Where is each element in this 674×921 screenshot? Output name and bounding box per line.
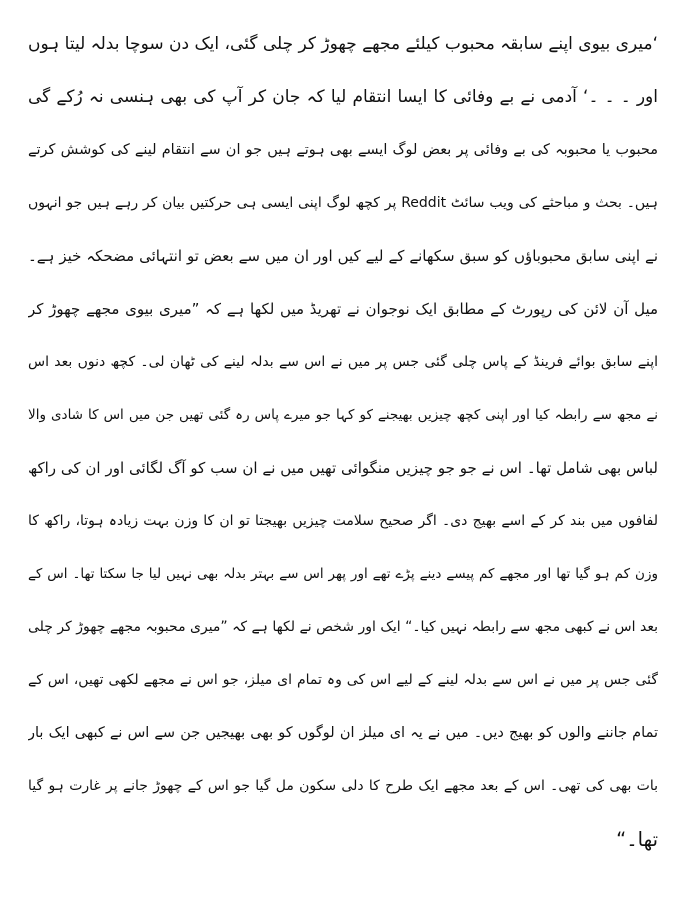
article-line: محبوب یا محبوبہ کی بے وفائی پر بعض لوگ ایسے بھی ہوتے ہیں جو ان سے انتقام لینے کی کوشش کرتے [28, 142, 658, 158]
article-line: اپنے سابق بوائے فرینڈ کے پاس چلی گئی جس پر میں نے اس سے بدلہ لینے کی ٹھان لی۔ کچھ دنوں بعد اس [28, 354, 658, 370]
article-line: بعد اس نے کبھی مجھ سے رابطہ نہیں کیا۔“ ایک اور شخص نے لکھا ہے کہ ”میری محبوبہ مجھے چھوڑ کر چلی [28, 619, 658, 635]
article-line: لباس بھی شامل تھا۔ اس نے جو جو چیزیں منگوائی تھیں میں نے ان سب کو آگ لگائی اور ان کی راکھ [28, 459, 658, 477]
article-line: بات بھی کی تھی۔ اس کے بعد مجھے ایک طرح کا دلی سکون مل گیا جو اس کے چھوڑ جانے پر غارت ہو گیا [28, 778, 658, 794]
article-line: اور ۔ ۔ ۔‘ آدمی نے بے وفائی کا ایسا انتقام لیا کہ جان کر آپ کی بھی ہنسی نہ رُکے گی [28, 87, 658, 107]
article-body [28, 18, 658, 866]
article-line: نے مجھ سے رابطہ کیا اور اپنی کچھ چیزیں بھیجنے کو کہا جو میرے پاس رہ گئی تھیں جن میں اس کا شادی والا [28, 407, 658, 423]
article-line-last: تھا۔“ [616, 828, 658, 851]
article-line: نے اپنی سابق محبوباؤں کو سبق سکھانے کے لیے کیں اور ان میں سے بعض تو انتہائی مضحکہ خیز ہے۔ [28, 247, 658, 265]
article-line: تمام جاننے والوں کو بھیج دیں۔ میں نے یہ ای میلز ان لوگوں کو بھی بھیجیں جن سے اس نے کبھی ایک بار [28, 725, 658, 741]
article-line: لفافوں میں بند کر کے اسے بھیج دی۔ اگر صحیح سلامت چیزیں بھیجتا تو ان کا وزن بہت زیادہ ہوتا، راکھ کا [28, 513, 658, 529]
article-line: ‘میری بیوی اپنے سابقہ محبوب کیلئے مجھے چھوڑ کر چلی گئی، ایک دن سوچا بدلہ لیتا ہوں [28, 34, 658, 54]
article-line: گئی جس پر میں نے اس سے بدلہ لینے کے لیے اس کی وہ تمام ای میلز، جو اس نے مجھے لکھی تھیں، اس کے [28, 672, 658, 688]
article-line: ہیں۔ بحث و مباحثے کی ویب سائٹ Reddit پر کچھ لوگ اپنی ایسی ہی حرکتیں بیان کر رہے ہیں جو انہوں [28, 195, 658, 211]
article-line: میل آن لائن کی رپورٹ کے مطابق ایک نوجوان نے تھریڈ میں لکھا ہے کہ ”میری بیوی مجھے چھوڑ کر [28, 300, 658, 318]
article-line: وزن کم ہو گیا تھا اور مجھے کم پیسے دینے پڑے تھے اور پھر اس سے بہتر بدلہ بھی نہیں لیا جا سکتا تھا۔ اس کے [28, 566, 658, 582]
